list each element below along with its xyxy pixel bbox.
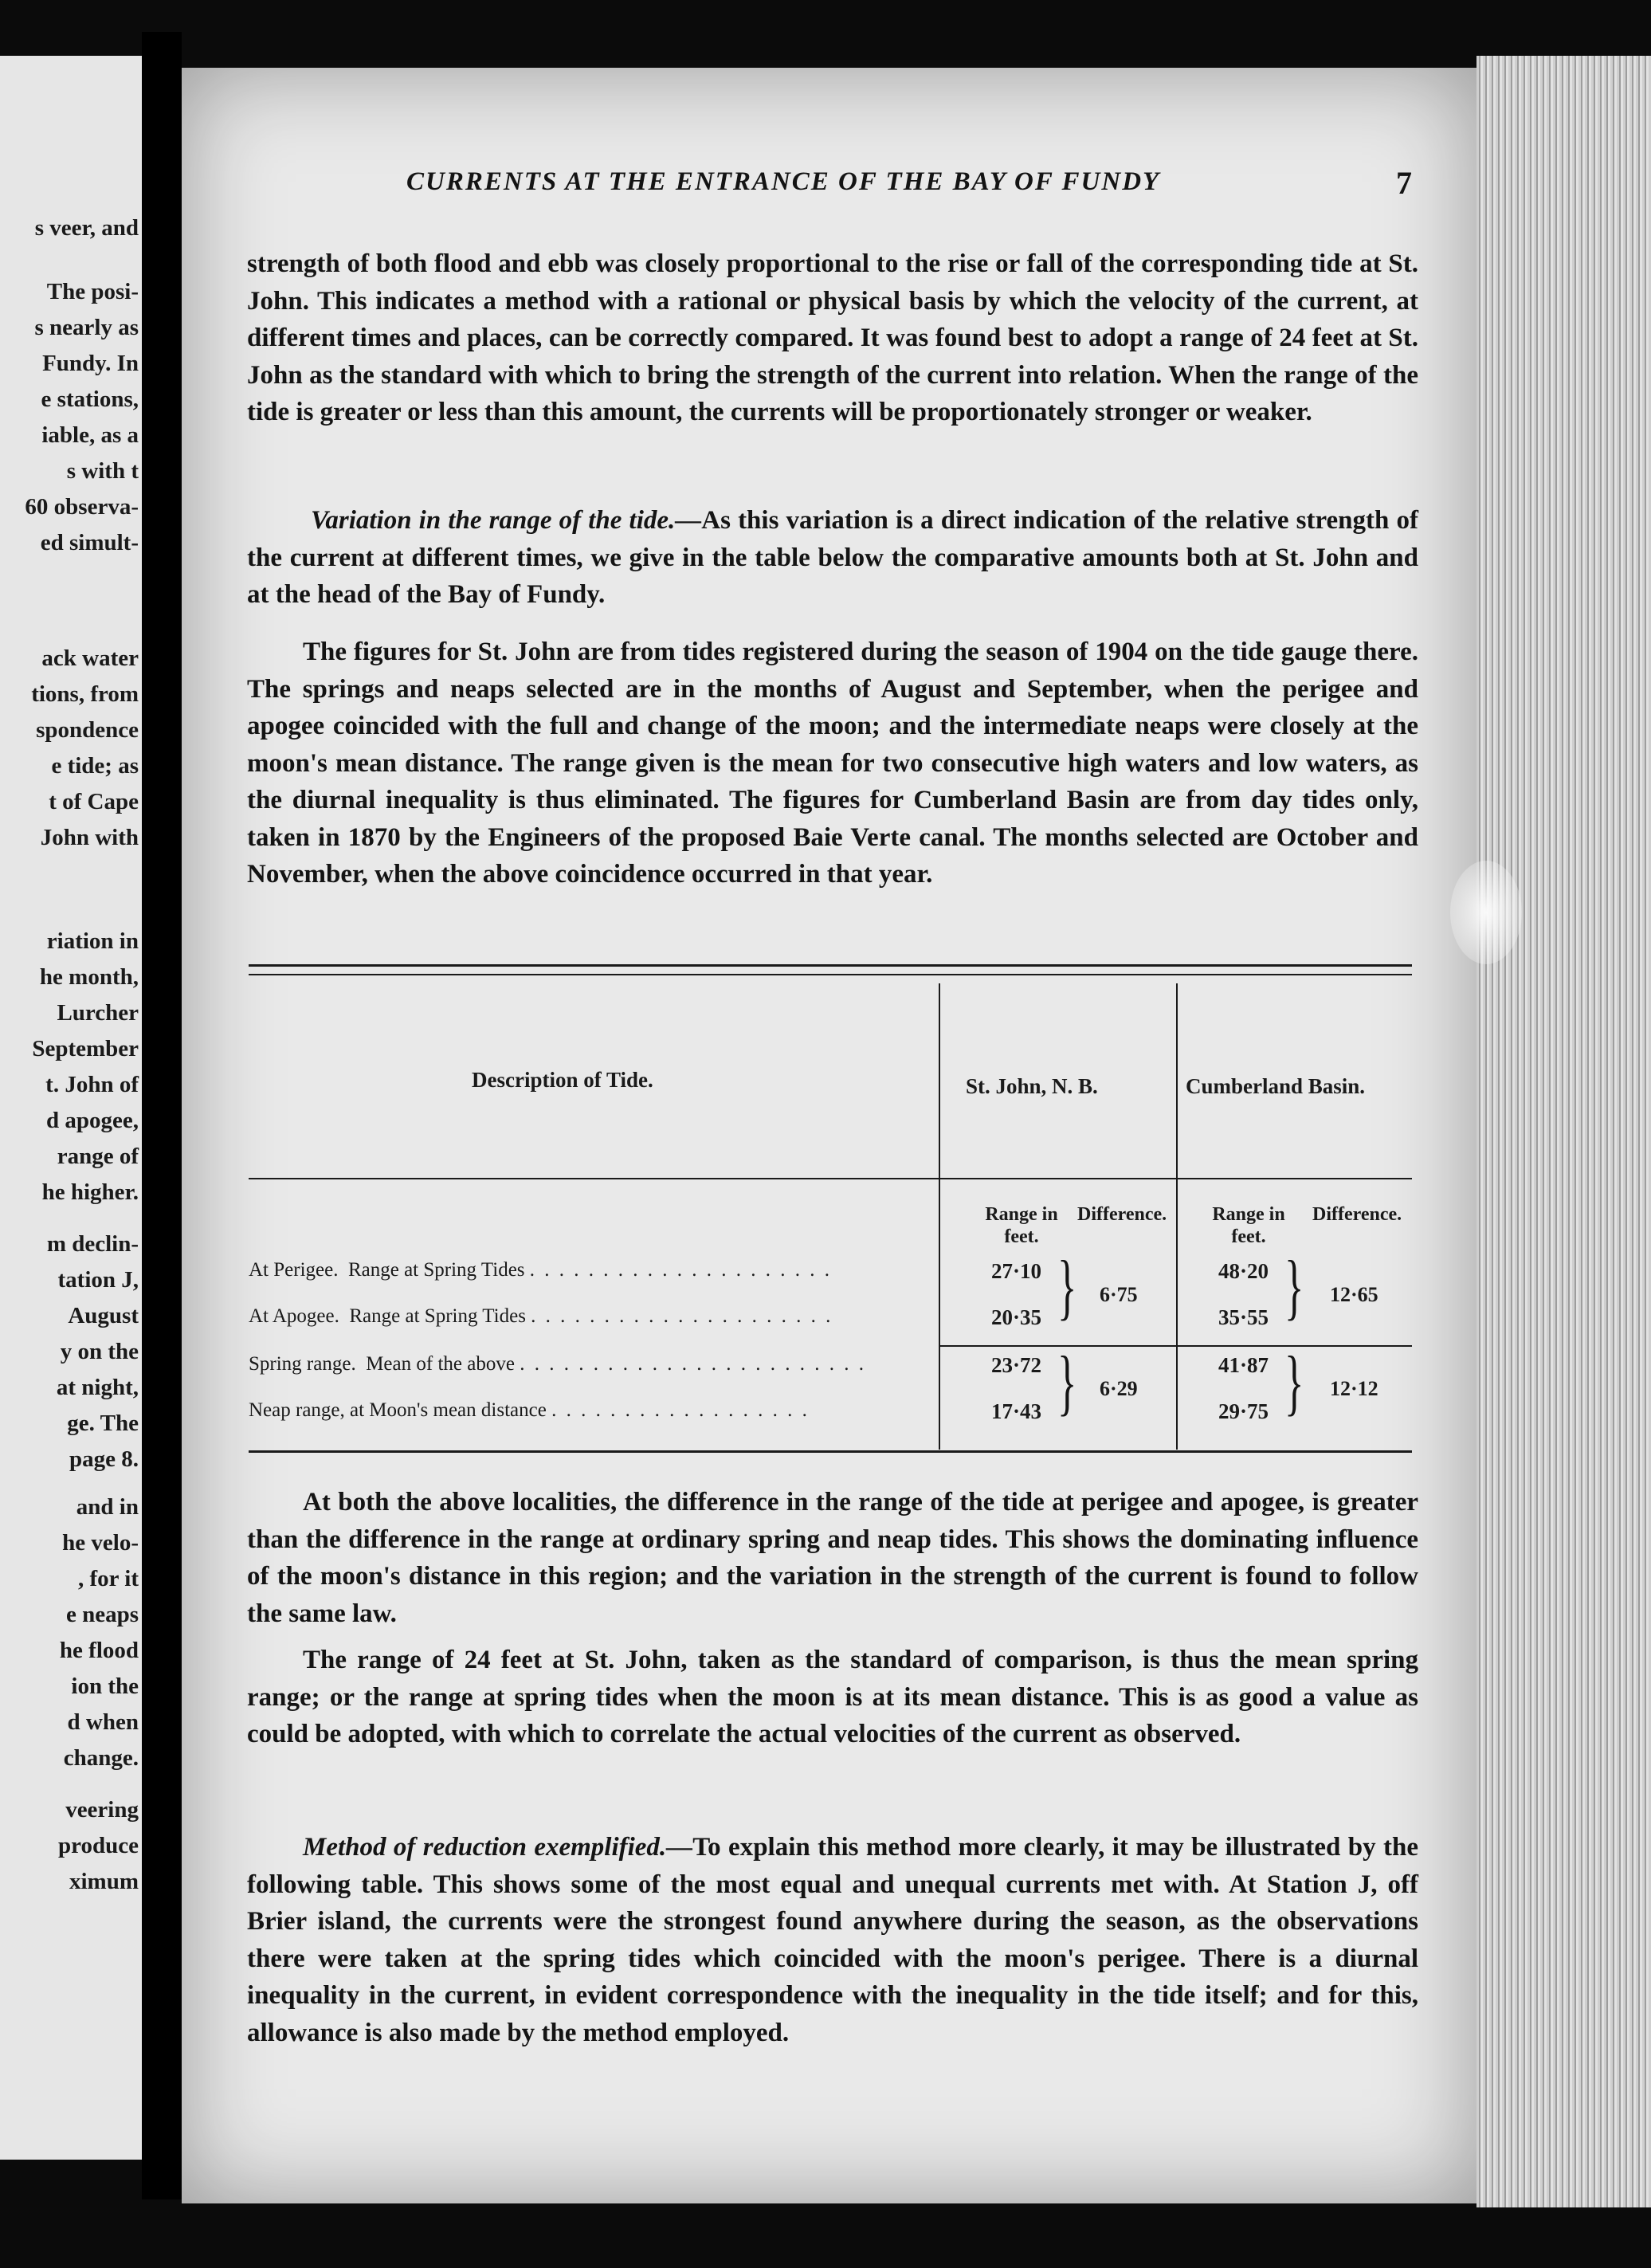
row-label: At Perigee. bbox=[249, 1259, 339, 1281]
left-page-text-fragment: he higher. bbox=[41, 1179, 139, 1205]
row-description: Range at Spring Tides bbox=[349, 1305, 526, 1327]
row-divider-rule bbox=[939, 1345, 1412, 1347]
left-page-text-fragment: change. bbox=[63, 1745, 139, 1771]
left-page-text-fragment: Fundy. In bbox=[42, 351, 139, 376]
paragraph-6 bbox=[247, 1829, 1418, 2051]
page-number: 7 bbox=[1396, 165, 1412, 201]
paragraph-6-text: To explain this method more clearly, it may be illustrated by the following table. This shows some of the most equal and unequal currents met with. At Station J, off Brier island, the currents were the strongest found anywhere during the season, as the observations there were taken at the spring tides which coincided with the moon's perigee. There is a diurnal inequality in the current, in evident correspondence with the inequality in the tide itself; and for this, allowance is also made by the method employed. bbox=[247, 1833, 1418, 2047]
paragraph-6-lead: Method of reduction exemplified.— bbox=[303, 1833, 693, 1862]
left-page-text-fragment: he month, bbox=[39, 964, 139, 990]
left-page-text-fragment: veering bbox=[65, 1797, 139, 1823]
paragraph-3 bbox=[247, 634, 1418, 893]
paper-stain bbox=[1450, 861, 1522, 964]
left-page-text-fragment: ion the bbox=[71, 1674, 139, 1699]
paragraph-1 bbox=[247, 245, 1418, 431]
table-row-label: Neap range, at Moon's mean distance . . . . . . . . . . . . . . . . . . bbox=[249, 1399, 810, 1421]
brace-icon: } bbox=[1057, 1341, 1077, 1422]
st-john-range-apogee: 20·35 bbox=[990, 1305, 1041, 1329]
st-john-range-perigee: 27·10 bbox=[990, 1259, 1041, 1283]
cumberland-range-apogee: 35·55 bbox=[1218, 1305, 1269, 1329]
left-page-text-fragment: e neaps bbox=[65, 1602, 139, 1627]
subheader-range-cumberland: Range in feet. bbox=[1212, 1204, 1285, 1247]
row-description: Range at Spring Tides bbox=[347, 1259, 525, 1281]
left-page-text-fragment: d when bbox=[67, 1709, 139, 1735]
left-page-text-fragment: John with bbox=[40, 825, 139, 850]
left-page-text-fragment: he flood bbox=[59, 1638, 139, 1663]
cumberland-neap-range: 29·75 bbox=[1218, 1399, 1269, 1423]
left-page-text-fragment: y on the bbox=[60, 1339, 139, 1364]
left-page-text-fragment: s with t bbox=[66, 458, 139, 484]
row-label: Spring range. bbox=[249, 1353, 356, 1375]
table-row-label: At Perigee. Range at Spring Tides . . . . . . . . . . . . . . . . . . . . . bbox=[249, 1259, 833, 1281]
left-page-text-fragment: and in bbox=[76, 1494, 139, 1520]
header-description: Description of Tide. bbox=[472, 1068, 653, 1092]
st-john-diff-perigee-apogee: 6·75 bbox=[1100, 1283, 1138, 1306]
left-page-text-fragment: t of Cape bbox=[49, 789, 139, 814]
left-page-text-fragment: ed simult- bbox=[40, 530, 139, 555]
left-page-text-fragment: ack water bbox=[41, 645, 139, 671]
left-page-text-fragment: ge. The bbox=[67, 1411, 139, 1436]
left-page-text-fragment: s nearly as bbox=[34, 315, 139, 340]
brace-icon: } bbox=[1284, 1246, 1304, 1327]
left-page-text-fragment: iable, as a bbox=[41, 422, 139, 448]
row-description: Mean of the above bbox=[366, 1353, 515, 1375]
adjacent-page-fragment bbox=[0, 56, 142, 2160]
left-page-text-fragment: September bbox=[32, 1036, 139, 1061]
table-column-divider bbox=[1176, 983, 1178, 1450]
left-page-text-fragment: riation in bbox=[46, 928, 139, 954]
header-st-john: St. John, N. B. bbox=[966, 1074, 1098, 1098]
book-gutter bbox=[142, 32, 182, 2199]
left-page-text-fragment: ximum bbox=[69, 1869, 139, 1894]
subheader-diff-cumberland: Difference. bbox=[1312, 1204, 1402, 1225]
st-john-diff-spring-neap: 6·29 bbox=[1100, 1377, 1138, 1400]
paragraph-3-text: The figures for St. John are from tides registered during the season of 1904 on the tide gauge there. The springs and neaps selected are in the months of August and September, when the perigee and apogee coincided with the full and change of the moon; and the intermediate neaps were closely at the moon's mean distance. The range given is the mean for two consecutive high waters and low waters, as the diurnal inequality is thus eliminated. The figures for Cumberland Basin are from day tides only, taken in 1870 by the Engineers of the proposed Baie Verte canal. The months selected are October and November, when the above coincidence occurred in that year. bbox=[247, 638, 1418, 889]
page-edges bbox=[1476, 56, 1651, 2207]
paragraph-4 bbox=[247, 1484, 1418, 1632]
subheader-diff-st-john: Difference. bbox=[1077, 1204, 1167, 1225]
paragraph-5 bbox=[247, 1642, 1418, 1753]
left-page-text-fragment: e stations, bbox=[41, 387, 139, 412]
paragraph-4-text: At both the above localities, the difference in the range of the tide at perigee and apogee, is greater than the difference in the range at ordinary spring and neap tides. This shows the dominating influence of the moon's distance in this region; and the variation in the strength of the current is found to follow the same law. bbox=[247, 1488, 1418, 1628]
left-page-text-fragment: he velo- bbox=[62, 1530, 139, 1556]
subheader-range-st-john: Range in feet. bbox=[985, 1204, 1058, 1247]
left-page-text-fragment: , for it bbox=[78, 1566, 139, 1591]
row-label: Neap range, bbox=[249, 1399, 345, 1421]
paragraph-2 bbox=[247, 502, 1418, 614]
left-page-text-fragment: page 8. bbox=[69, 1446, 139, 1472]
cumberland-diff-spring-neap: 12·12 bbox=[1330, 1377, 1378, 1400]
table-bottom-rule bbox=[249, 1450, 1412, 1453]
row-label: At Apogee. bbox=[249, 1305, 339, 1327]
st-john-spring-range: 23·72 bbox=[990, 1353, 1041, 1377]
tide-range-table bbox=[249, 964, 1412, 1458]
paragraph-1-text: strength of both flood and ebb was closely proportional to the rise or fall of the corresponding tide at St. John. This indicates a method with a rational or physical basis by which the velocity of the current, at different times and places, can be correctly compared. It was found best to adopt a range of 24 feet at St. John as the standard with which to bring the strength of the current into relation. When the range of the tide is greater or less than this amount, the currents will be proportionately stronger or weaker. bbox=[247, 249, 1418, 426]
brace-icon: } bbox=[1284, 1341, 1304, 1422]
left-page-text-fragment: d apogee, bbox=[46, 1108, 139, 1133]
cumberland-spring-range: 41·87 bbox=[1218, 1353, 1269, 1377]
left-page-text-fragment: s veer, and bbox=[34, 215, 139, 241]
cumberland-range-perigee: 48·20 bbox=[1218, 1259, 1269, 1283]
left-page-text-fragment: e tide; as bbox=[51, 753, 139, 779]
left-page-text-fragment: 60 observa- bbox=[25, 494, 139, 520]
paragraph-5-text: The range of 24 feet at St. John, taken as the standard of comparison, is thus the mean spring range; or the range at spring tides when the moon is at its mean distance. This is as good a value as could be adopted, with which to correlate the actual velocities of the current as observed. bbox=[247, 1646, 1418, 1748]
table-row-label: Spring range. Mean of the above . . . . . . . . . . . . . . . . . . . . . . . . bbox=[249, 1353, 866, 1375]
left-page-text-fragment: tation J, bbox=[57, 1267, 139, 1293]
left-page-text-fragment: Lurcher bbox=[57, 1000, 139, 1026]
header-cumberland: Cumberland Basin. bbox=[1186, 1074, 1366, 1098]
row-description: at Moon's mean distance bbox=[350, 1399, 547, 1421]
table-column-divider bbox=[939, 983, 940, 1450]
left-page-text-fragment: at night, bbox=[56, 1375, 139, 1400]
left-page-text-fragment: spondence bbox=[36, 717, 139, 743]
running-title: CURRENTS AT THE ENTRANCE OF THE BAY OF FUNDY bbox=[406, 167, 1161, 196]
table-top-rule bbox=[249, 964, 1412, 967]
left-page-text-fragment: tions, from bbox=[31, 681, 139, 707]
left-page-text-fragment: produce bbox=[58, 1833, 139, 1858]
left-page-text-fragment: The posi- bbox=[46, 279, 139, 304]
table-top-rule-2 bbox=[249, 974, 1412, 975]
paragraph-2-lead: Variation in the range of the tide.— bbox=[311, 506, 702, 535]
brace-icon: } bbox=[1057, 1246, 1077, 1327]
left-page-text-fragment: August bbox=[68, 1303, 139, 1328]
st-john-neap-range: 17·43 bbox=[990, 1399, 1041, 1423]
paragraph-2-text: As this variation is a direct indication of the relative strength of the current at different times, we give in the table below the comparative amounts both at St. John and at the head of the Bay of Fundy. bbox=[247, 506, 1418, 609]
left-page-text-fragment: m declin- bbox=[46, 1231, 139, 1257]
left-page-text-fragment: range of bbox=[57, 1144, 139, 1169]
table-row-label: At Apogee. Range at Spring Tides . . . . . . . . . . . . . . . . . . . . . bbox=[249, 1305, 833, 1327]
header-divider-rule bbox=[249, 1178, 1412, 1179]
cumberland-diff-perigee-apogee: 12·65 bbox=[1330, 1283, 1378, 1306]
left-page-text-fragment: t. John of bbox=[45, 1072, 139, 1097]
